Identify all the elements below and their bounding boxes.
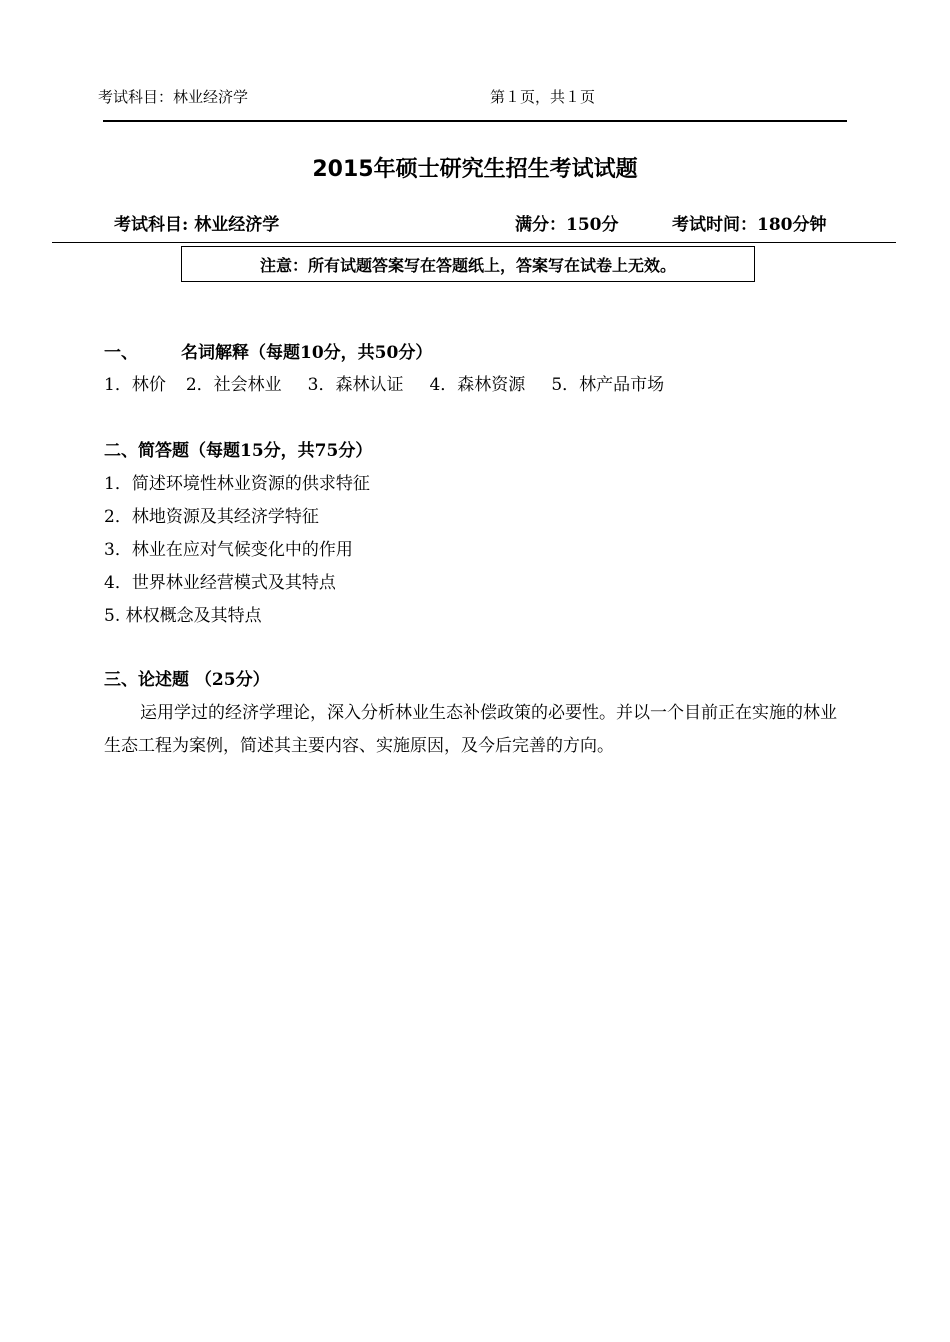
section1-title: 名词解释（每题10分，共50分） [181, 343, 433, 363]
exam-full-score: 满分：150分 [515, 215, 619, 235]
section1-term-list [104, 370, 664, 395]
section1-number: 一、 [104, 343, 138, 363]
term-item: 1．林价 [104, 375, 166, 395]
term-item: 3．森林认证 [307, 375, 404, 395]
question-item: 2．林地资源及其经济学特征 [104, 507, 319, 527]
exam-duration: 考试时间：180分钟 [672, 215, 827, 235]
header-page-number: 第１页，共１页 [490, 88, 596, 106]
term-item: 2．社会林业 [185, 375, 282, 395]
exam-title: 2015年硕士研究生招生考试试题 [312, 157, 638, 182]
notice-text: 注意：所有试题答案写在答题纸上，答案写在试卷上无效。 [259, 255, 676, 275]
section3-title: 三、论述题 （25分） [104, 670, 270, 690]
notice-box [181, 246, 755, 282]
question-item: 4．世界林业经营模式及其特点 [104, 573, 336, 593]
exam-subject: 考试科目: 林业经济学 [114, 215, 280, 235]
term-item: 4．森林资源 [429, 375, 526, 395]
header-subject: 考试科目：林业经济学 [98, 88, 249, 106]
term-item: 5．林产品市场 [551, 375, 665, 395]
question-item: 1．简述环境性林业资源的供求特征 [104, 474, 370, 494]
section2-title: 二、简答题（每题15分，共75分） [104, 441, 373, 461]
header-divider [103, 120, 847, 122]
question-item: 5. 林权概念及其特点 [104, 606, 262, 626]
essay-question-text: 运用学过的经济学理论，深入分析林业生态补偿政策的必要性。并以一个目前正在实施的林业生态工程为案例，简述其主要内容、实施原因，及今后完善的方向。 [104, 703, 837, 756]
question-item: 3．林业在应对气候变化中的作用 [104, 540, 353, 560]
info-divider [52, 242, 896, 243]
